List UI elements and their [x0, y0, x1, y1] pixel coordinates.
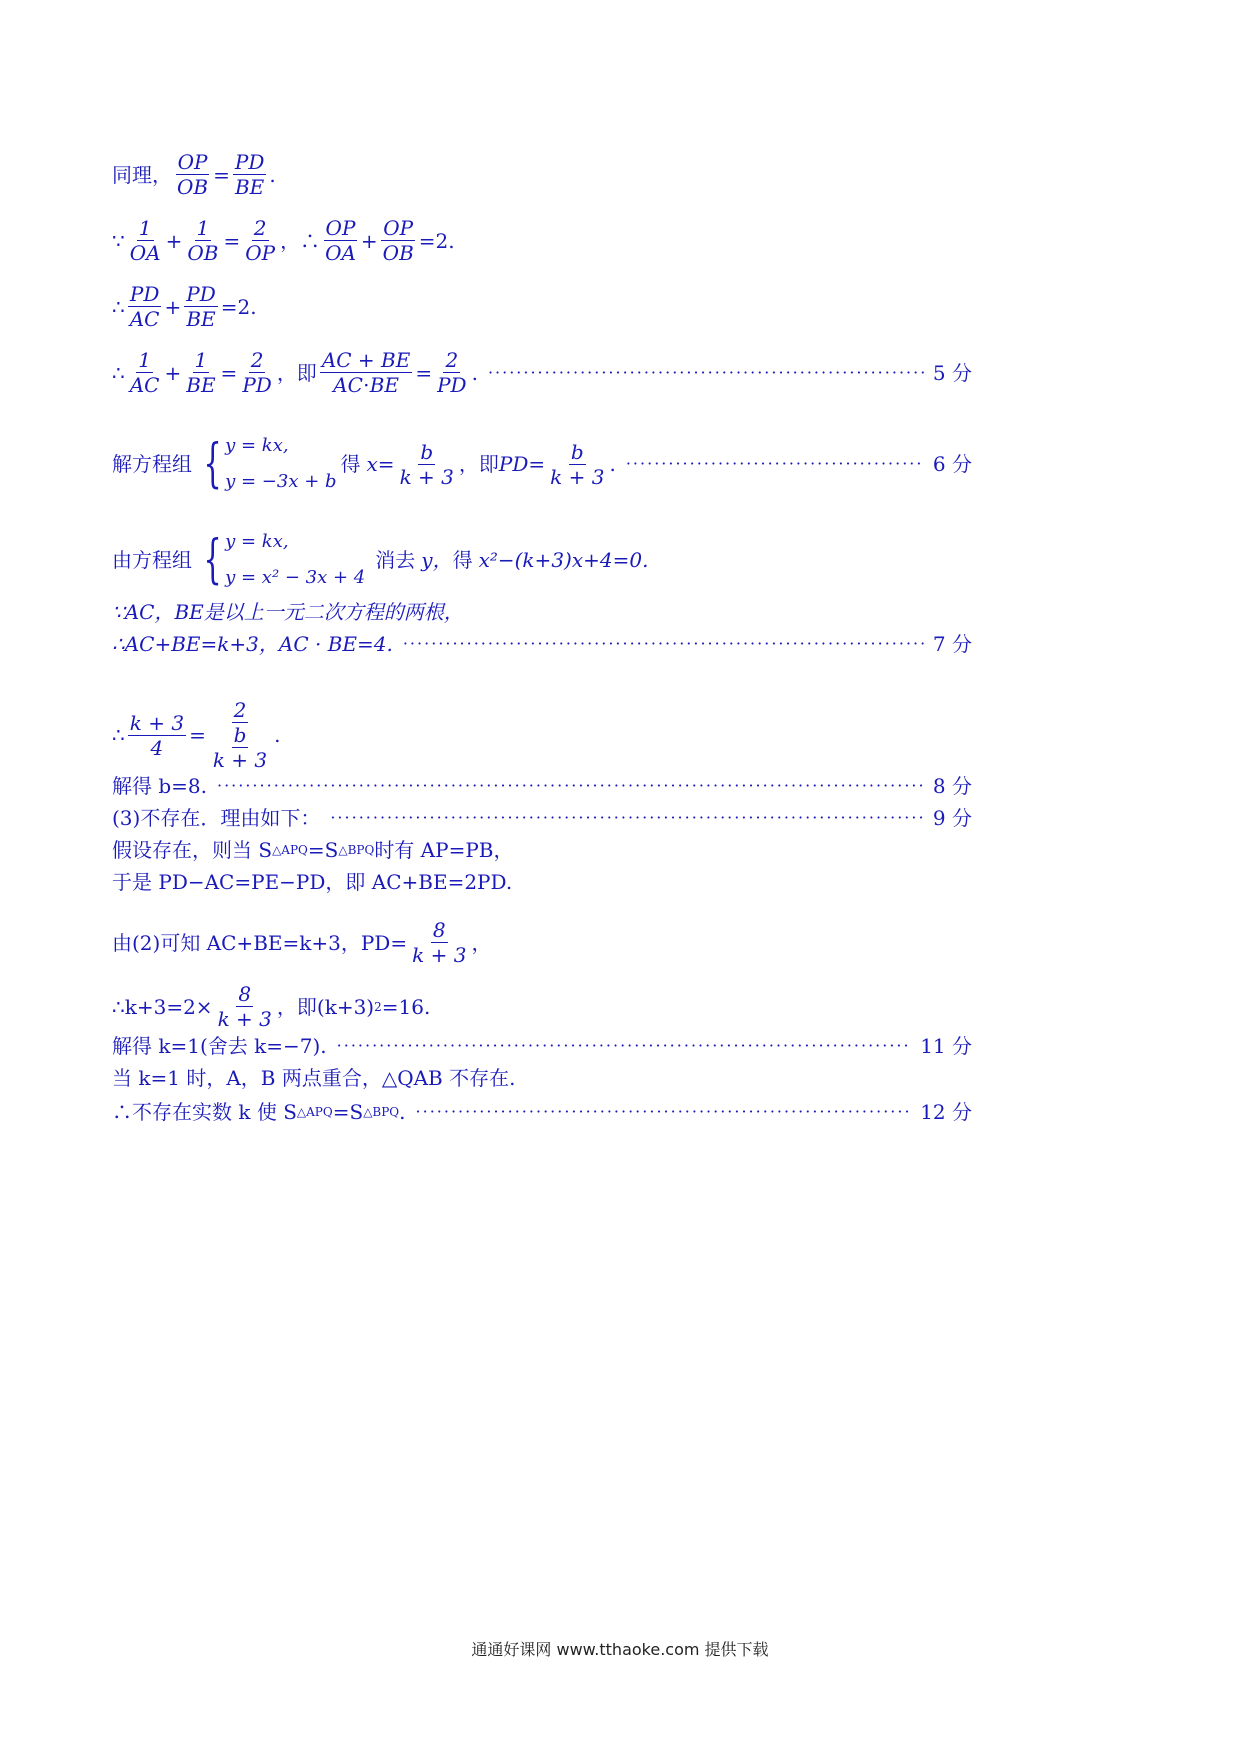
score-label: 12 分 [920, 1100, 972, 1124]
leader-dots [626, 452, 925, 476]
numerator: 2 [253, 216, 267, 240]
score-label: 7 分 [932, 632, 972, 656]
fraction [175, 150, 210, 199]
operator: = [415, 360, 433, 385]
line-10 [112, 774, 972, 798]
text: ∴AC+BE=k+3，AC · BE=4. [112, 632, 393, 656]
operator: + [360, 228, 378, 253]
numerator: 1 [194, 348, 208, 372]
leader-dots [337, 1034, 913, 1058]
text: PD= [498, 452, 546, 476]
denominator: OB [177, 175, 209, 199]
score-label: 9 分 [932, 806, 972, 830]
fraction [548, 440, 606, 489]
operator: = [213, 162, 230, 187]
fraction [128, 282, 162, 331]
numerator: AC + BE [321, 348, 411, 372]
text: 由(2)可知 AC+BE=k+3，PD= [112, 930, 408, 955]
line-12 [112, 838, 972, 862]
fraction [381, 216, 416, 265]
line-7 [112, 600, 972, 624]
leader-dots [330, 806, 925, 830]
numerator: PD [129, 282, 160, 306]
line-16 [112, 1034, 972, 1058]
leader-dots [488, 361, 925, 385]
text: ∴ [112, 360, 125, 385]
line-9 [112, 698, 972, 772]
text: x= [366, 452, 395, 476]
text: ∴k+3=2× [112, 994, 213, 1019]
leader-dots [416, 1100, 913, 1124]
score-label: 5 分 [932, 360, 972, 385]
numerator: 2 [250, 348, 264, 372]
brace: { [203, 434, 222, 494]
score-label: 11 分 [920, 1034, 972, 1058]
numerator: OP [383, 216, 414, 240]
numerator: 1 [196, 216, 210, 240]
fraction [128, 216, 163, 265]
text: 得 [452, 548, 473, 572]
operator: + [164, 294, 182, 319]
operator: = [189, 723, 206, 747]
denominator: OB [382, 241, 414, 265]
line-6 [112, 524, 972, 596]
subscript: △BPQ [338, 843, 375, 857]
text: 解得 b=8. [112, 774, 207, 798]
operator: + [164, 360, 182, 385]
text: 解方程组 [112, 452, 192, 476]
text: 时有 AP=PB， [374, 838, 514, 862]
operator: = [223, 228, 241, 253]
equation: y = kx, [225, 531, 289, 552]
leader-dots [403, 632, 925, 656]
numerator: PD [234, 150, 265, 174]
numerator: 8 [432, 918, 446, 942]
numerator: 2 [445, 348, 459, 372]
text: 当 k=1 时，A，B 两点重合，△QAB 不存在. [112, 1066, 516, 1090]
line-15 [112, 982, 972, 1031]
text: 同理， [112, 162, 172, 187]
text: . [609, 452, 616, 476]
score-label: 8 分 [932, 774, 972, 798]
text: ，即(k+3) [276, 994, 375, 1019]
line-17 [112, 1066, 972, 1090]
denominator: OA [129, 241, 161, 265]
text: 于是 PD−AC=PE−PD，即 AC+BE=2PD. [112, 870, 513, 894]
equations [225, 428, 336, 500]
line-8 [112, 632, 972, 656]
denominator: k + 3 [212, 748, 268, 772]
denominator: AC [129, 373, 160, 397]
fraction [184, 348, 217, 397]
fraction [128, 711, 186, 760]
text: 消去 [375, 548, 416, 572]
fraction [216, 982, 274, 1031]
numerator: 1 [138, 216, 152, 240]
denominator: BE [234, 175, 265, 199]
denominator: AC [129, 307, 160, 331]
text: ∵ [112, 228, 125, 253]
line-4 [112, 348, 972, 397]
numerator: b [420, 439, 434, 464]
fraction [410, 918, 468, 967]
fraction [398, 440, 456, 489]
text: =S [307, 838, 339, 862]
denominator: k + 3 [412, 943, 467, 967]
numerator: PD [186, 282, 216, 306]
numerator: 8 [238, 982, 252, 1006]
fraction [323, 216, 358, 265]
denominator: OA [325, 241, 356, 265]
line-1 [112, 150, 972, 199]
brace: { [203, 530, 222, 590]
denominator: OP [245, 241, 276, 265]
denominator: AC⋅BE [333, 373, 400, 397]
numerator: b [233, 723, 247, 747]
numerator: OP [325, 216, 356, 240]
equation-system [196, 428, 337, 500]
fraction [233, 150, 267, 199]
text: 解得 k=1(舍去 k=−7). [112, 1034, 327, 1058]
line-13 [112, 870, 972, 894]
denominator: k + 3 [399, 464, 454, 489]
text: ∴不存在实数 k 使 S [112, 1100, 297, 1124]
equation: y = −3x + b [225, 471, 337, 492]
text: y， [421, 548, 453, 572]
text: 由方程组 [112, 548, 192, 572]
operator: + [165, 228, 183, 253]
subscript: △APQ [272, 843, 308, 857]
text: ，∴ [280, 228, 321, 253]
line-5 [112, 428, 972, 500]
denominator: k + 3 [217, 1007, 272, 1031]
line-14 [112, 918, 972, 967]
text: =2. [418, 228, 455, 253]
text: ， [471, 930, 492, 955]
denominator: PD [242, 373, 272, 397]
fraction [128, 348, 162, 397]
text: ，即 [458, 452, 499, 476]
superscript: 2 [374, 999, 382, 1014]
text: x²−(k+3)x+4=0. [478, 548, 649, 572]
text: ∴ [112, 294, 125, 319]
line-2 [112, 216, 972, 265]
denominator: PD [437, 373, 467, 397]
fraction [320, 348, 413, 397]
fraction [185, 216, 220, 265]
leader-dots [217, 774, 925, 798]
operator: = [220, 360, 238, 385]
text: =16. [381, 994, 431, 1019]
denominator: OB [187, 241, 219, 265]
equations [225, 524, 365, 596]
denominator: BE [186, 307, 216, 331]
text: . [274, 723, 281, 747]
numerator: 2 [233, 698, 247, 722]
line-18 [112, 1100, 972, 1124]
text: ∵AC，BE是以上一元二次方程的两根， [112, 600, 464, 624]
text: ，即 [276, 360, 317, 385]
numerator: k + 3 [129, 710, 185, 735]
score-label: 6 分 [932, 452, 972, 476]
line-3 [112, 282, 972, 331]
fraction [184, 282, 218, 331]
text: (3)不存在．理由如下： [112, 806, 321, 830]
fraction [240, 348, 274, 397]
denominator: 4 [150, 735, 164, 760]
text: 假设存在，则当 S [112, 838, 273, 862]
numerator: OP [177, 150, 208, 174]
denominator: BE [186, 373, 216, 397]
equation-system [196, 524, 365, 596]
fraction [435, 348, 469, 397]
text: . [471, 360, 478, 385]
text: . [269, 162, 276, 187]
denominator: k + 3 [550, 464, 605, 489]
equation: y = kx, [225, 435, 289, 456]
text: =S [332, 1100, 364, 1124]
equation: y = x² − 3x + 4 [225, 567, 366, 588]
numerator: 1 [138, 348, 151, 372]
text: 得 [340, 452, 361, 476]
fraction [243, 216, 277, 265]
subscript: △BPQ [363, 1105, 400, 1119]
numerator: b [570, 439, 584, 464]
page-footer: 通通好课网 www.tthaoke.com 提供下载 [471, 1640, 769, 1659]
fraction [209, 723, 271, 772]
subscript: △APQ [296, 1105, 333, 1119]
text: =2. [220, 294, 257, 319]
line-11 [112, 806, 972, 830]
text: . [399, 1100, 406, 1124]
compound-fraction [209, 698, 271, 772]
text: ∴ [112, 723, 125, 747]
